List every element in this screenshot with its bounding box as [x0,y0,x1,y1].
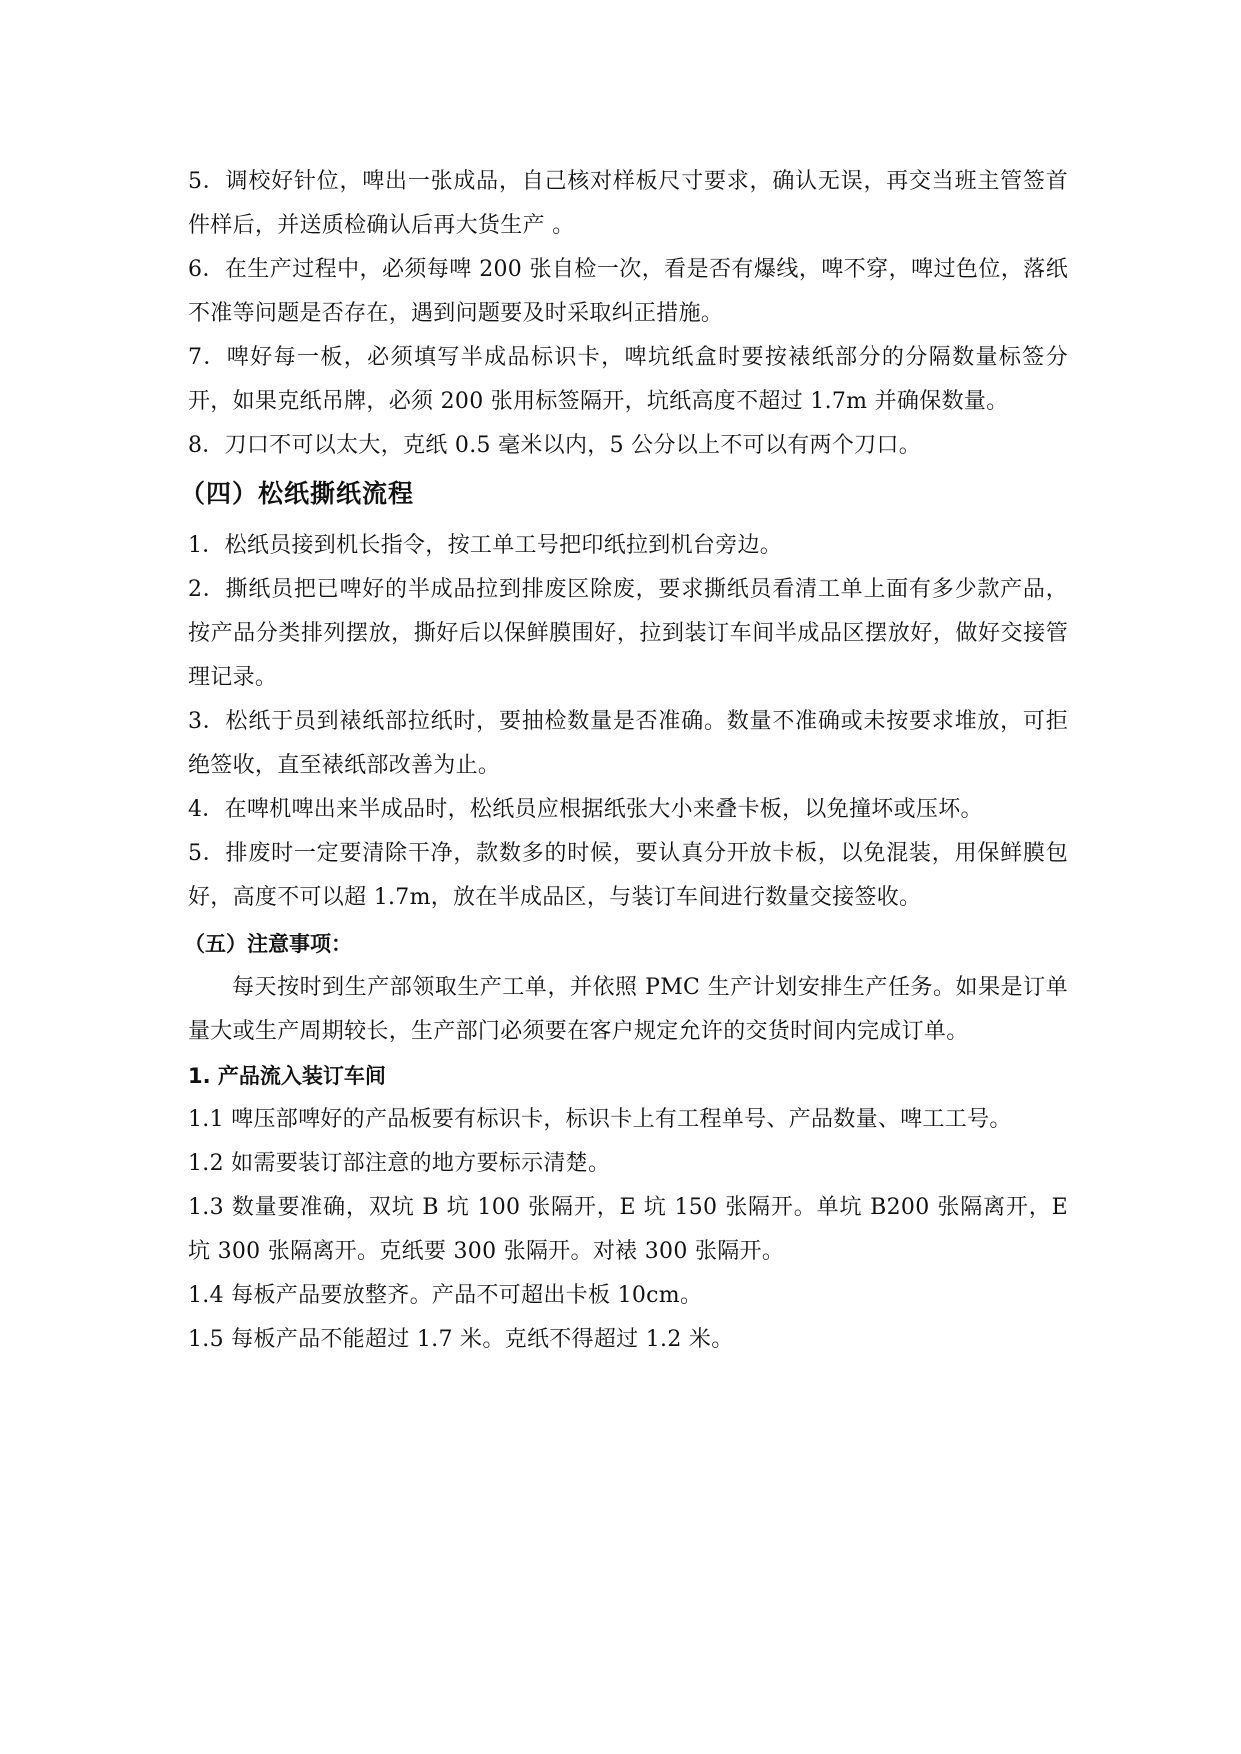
section4-item-4: 4．在啤机啤出来半成品时，松纸员应根据纸张大小来叠卡板，以免撞坏或压坏。 [188,797,983,822]
section3-item-7: 7．啤好每一板，必须填写半成品标识卡，啤坑纸盒时要按裱纸部分的分隔数量标签分开，如果克纸吊牌，必须 200 张用标签隔开，坑纸高度不超过 1.7m 并确保数量。 [188,345,1068,414]
section3-item-8: 8．刀口不可以太大，克纸 0.5 毫米以内，5 公分以上不可以有两个刀口。 [188,433,922,458]
section5-heading: （五）注意事项： [184,932,352,956]
subsection1-item-1-3: 1.3 数量要准确，双坑 B 坑 100 张隔开，E 坑 150 张隔开。单坑 B200 张隔离开，E 坑 300 张隔离开。克纸要 300 张隔开。对裱 300 张隔开。 [188,1195,1068,1264]
section3-item-5: 5．调校好针位，啤出一张成品，自己核对样板尺寸要求，确认无误，再交当班主管签首件样后，并送质检确认后再大货生产 。 [188,169,1068,238]
subsection1-item-1-1: 1.1 啤压部啤好的产品板要有标识卡，标识卡上有工程单号、产品数量、啤工工号。 [188,1107,1012,1132]
subsection1-item-1-5: 1.5 每板产品不能超过 1.7 米。克纸不得超过 1.2 米。 [188,1327,734,1352]
subsection1-heading: 1. 产品流入装订车间 [188,1064,386,1088]
subsection1-item-1-2: 1.2 如需要装订部注意的地方要标示清楚。 [188,1151,611,1176]
section4-item-5: 5．排废时一定要清除干净，款数多的时候，要认真分开放卡板，以免混装，用保鲜膜包好，高度不可以超 1.7m，放在半成品区，与装订车间进行数量交接签收。 [188,841,1068,910]
subsection1-item-1-4: 1.4 每板产品要放整齐。产品不可超出卡板 10cm。 [188,1283,703,1308]
section4-item-2: 2．撕纸员把已啤好的半成品拉到排废区除废，要求撕纸员看清工单上面有多少款产品，按产品分类排列摆放，撕好后以保鲜膜围好，拉到装订车间半成品区摆放好，做好交接管理记录。 [188,577,1068,690]
section4-item-1: 1．松纸员接到机长指令，按工单工号把印纸拉到机台旁边。 [188,533,783,558]
section5-body: 每天按时到生产部领取生产工单，并依照 PMC 生产计划安排生产任务。如果是订单量大或生产周期较长，生产部门必须要在客户规定允许的交货时间内完成订单。 [188,975,1068,1044]
section4-heading: （四）松纸撕纸流程 [180,479,415,508]
section3-item-6: 6．在生产过程中，必须每啤 200 张自检一次，看是否有爆线，啤不穿，啤过色位，落纸不准等问题是否存在，遇到问题要及时采取纠正措施。 [188,257,1068,326]
section4-item-3: 3．松纸于员到裱纸部拉纸时，要抽检数量是否准确。数量不准确或未按要求堆放，可拒绝签收，直至裱纸部改善为止。 [188,709,1068,778]
document-page [180,160,1068,1362]
